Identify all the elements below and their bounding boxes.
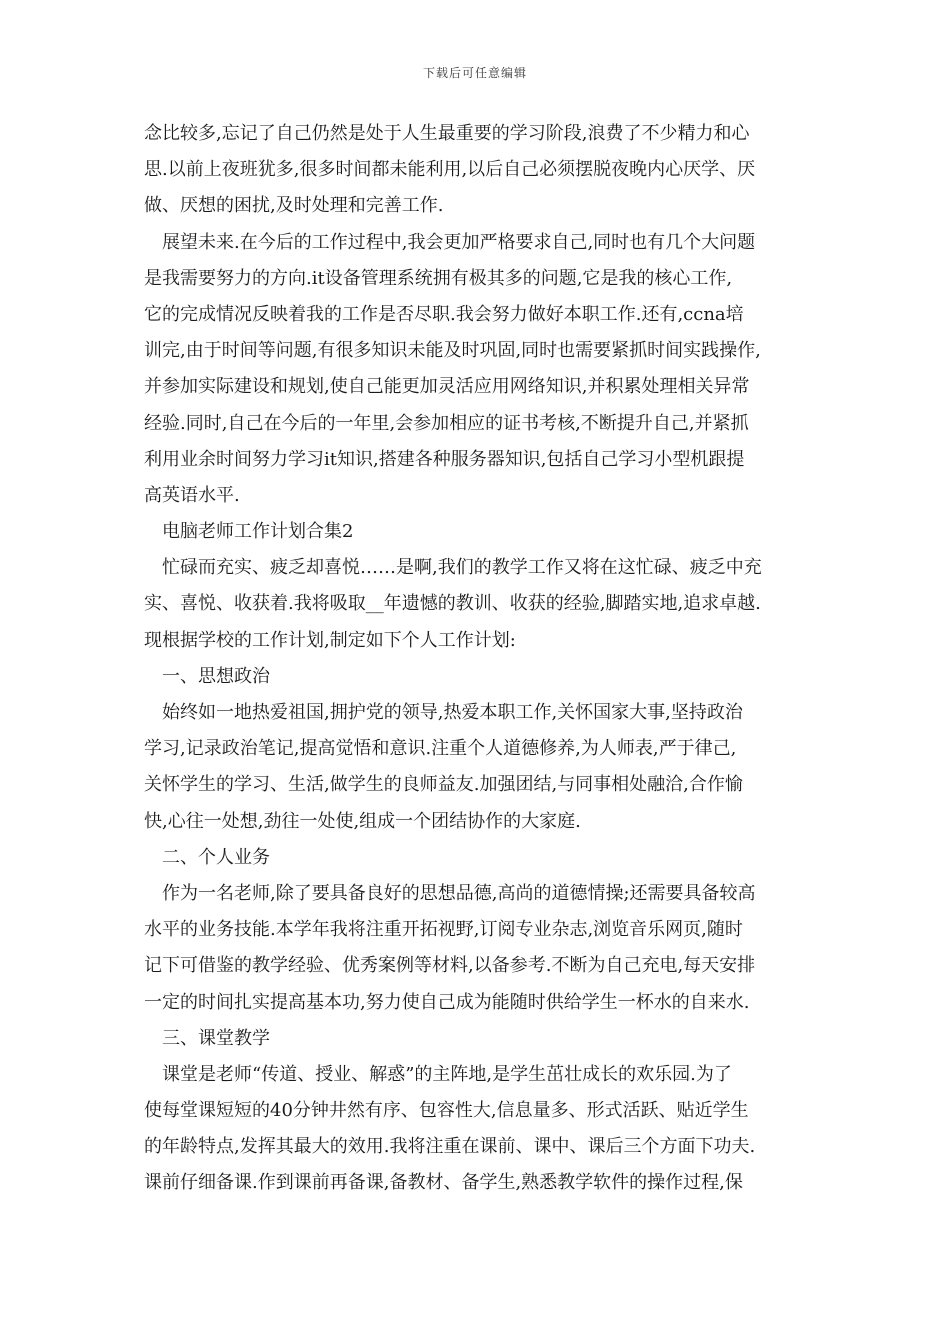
text-line: 使每堂课短短的40分钟井然有序、包容性大,信息量多、形式活跃、贴近学生	[144, 1100, 749, 1122]
text-line: 思.以前上夜班犹多,很多时间都未能利用,以后自己必须摆脱夜晚内心厌学、厌	[144, 159, 756, 181]
text-line: 始终如一地热爱祖国,拥护党的领导,热爱本职工作,关怀国家大事,坚持政治	[162, 702, 743, 723]
text-line: 高英语水平.	[144, 484, 240, 506]
text-line: 经验.同时,自己在今后的一年里,会参加相应的证书考核,不断提升自己,并紧抓	[144, 412, 749, 434]
text-line: 记下可借鉴的教学经验、优秀案例等材料,以备参考.不断为自己充电,每天安排	[144, 955, 756, 977]
text-line: 电脑老师工作计划合集2	[162, 521, 354, 543]
text-line: 二、个人业务	[162, 846, 270, 868]
page-header: 下载后可任意编辑	[422, 66, 527, 80]
text-line: 课堂是老师“传道、授业、解惑”的主阵地,是学生茁壮成长的欢乐园.为了	[162, 1063, 732, 1085]
text-line: 忙碌而充实、疲乏却喜悦……是啊,我们的教学工作又将在这忙碌、疲乏中充	[162, 557, 762, 579]
text-line: 念比较多,忘记了自己仍然是处于人生最重要的学习阶段,浪费了不少精力和心	[144, 123, 750, 144]
text-line: 它的完成情况反映着我的工作是否尽职.我会努力做好本职工作.还有,ccna培	[144, 303, 744, 325]
text-line: 展望未来.在今后的工作过程中,我会更加严格要求自己,同时也有几个大问题	[162, 231, 756, 253]
text-line: 并参加实际建设和规划,使自己能更加灵活应用网络知识,并积累处理相关异常	[144, 376, 750, 398]
text-line: 快,心往一处想,劲往一处使,组成一个团结协作的大家庭.	[144, 810, 581, 832]
text-line: 关怀学生的学习、生活,做学生的良师益友.加强团结,与同事相处融洽,合作愉	[144, 774, 743, 796]
text-line: 一定的时间扎实提高基本功,努力使自己成为能随时供给学生一杯水的自来水.	[144, 991, 750, 1013]
text-line: 是我需要努力的方向.it设备管理系统拥有极其多的问题,它是我的核心工作,	[144, 267, 733, 289]
text-line: 的年龄特点,发挥其最大的效用.我将注重在课前、课中、课后三个方面下功夫.	[144, 1136, 756, 1158]
text-line: 水平的业务技能.本学年我将注重开拓视野,订阅专业杂志,浏览音乐网页,随时	[144, 919, 743, 941]
document-body	[144, 116, 814, 1202]
text-line: 实、喜悦、收获着.我将吸取__年遗憾的教训、收获的经验,脚踏实地,追求卓越.	[144, 593, 761, 615]
text-line: 作为一名老师,除了要具备良好的思想品德,高尚的道德情操;还需要具备较高	[162, 882, 756, 904]
text-line: 一、思想政治	[162, 665, 270, 687]
text-line: 现根据学校的工作计划,制定如下个人工作计划:	[144, 629, 516, 651]
text-line: 利用业余时间努力学习it知识,搭建各种服务器知识,包括自己学习小型机跟提	[144, 448, 745, 470]
text-line: 学习,记录政治笔记,提高觉悟和意识.注重个人道德修养,为人师表,严于律己,	[144, 738, 737, 760]
text-line: 做、厌想的困扰,及时处理和完善工作.	[144, 195, 444, 217]
text-line: 课前仔细备课.作到课前再备课,备教材、备学生,熟悉教学软件的操作过程,保	[144, 1172, 743, 1194]
text-line: 三、课堂教学	[162, 1027, 270, 1049]
text-line: 训完,由于时间等问题,有很多知识未能及时巩固,同时也需要紧抓时间实践操作,	[144, 340, 761, 362]
